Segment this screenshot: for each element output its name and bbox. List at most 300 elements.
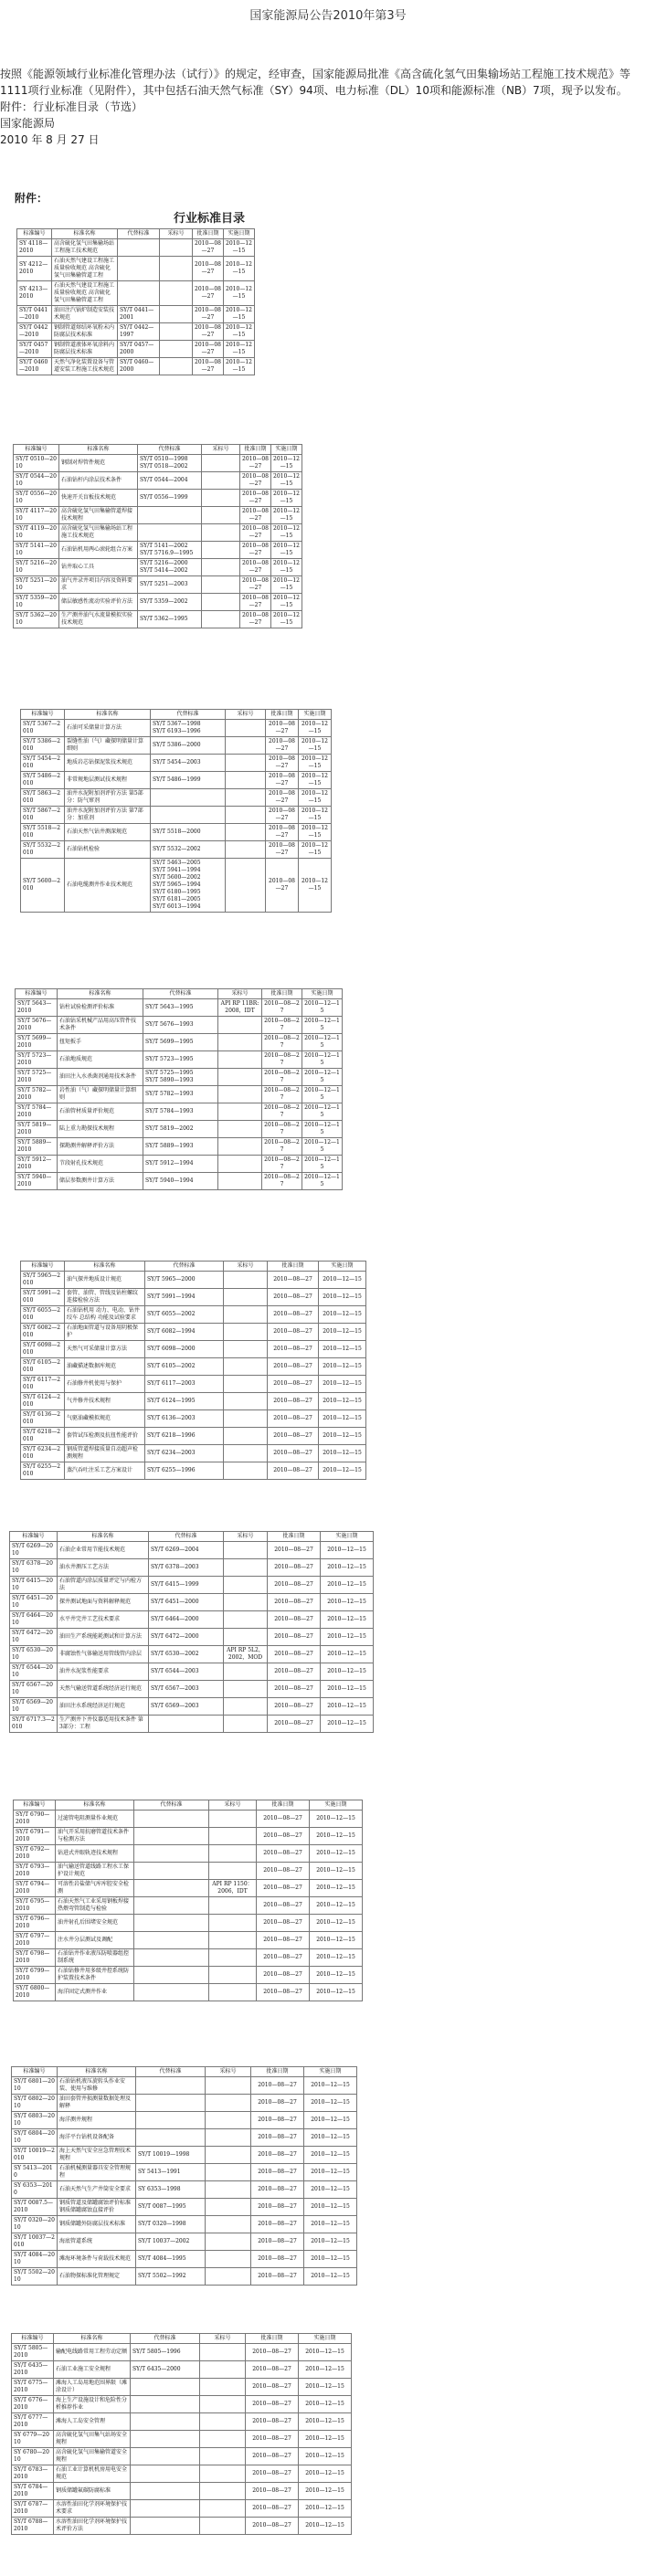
standard-code: SY/T 6793—2010 <box>14 1863 56 1880</box>
replaced-standard: SY/T 5723—1995 <box>143 1051 218 1069</box>
standard-code: SY/T 6098—2010 <box>21 1341 65 1358</box>
replaced-standard: SY/T 6055—2002 <box>145 1306 224 1324</box>
adopted-standard <box>224 1663 268 1681</box>
approval-date: 2010—08—27 <box>257 1880 310 1897</box>
replaced-standard <box>136 2129 206 2147</box>
standard-code: SY/T 5454—2010 <box>21 755 65 772</box>
table-row <box>10 1716 374 1733</box>
table-row <box>14 1863 363 1880</box>
column-header: 标准编号 <box>21 1262 65 1272</box>
standard-code: SY/T 5643—2010 <box>16 999 58 1017</box>
column-header: 采标号 <box>160 229 193 239</box>
standard-code: SY/T 6124—2010 <box>21 1393 65 1410</box>
standard-code: SY/T 5486—2010 <box>21 772 65 789</box>
effective-date: 2010—12—15 <box>304 2233 357 2251</box>
table-header-row <box>17 229 255 239</box>
replaced-standard: SY/T 5532—2002 <box>151 841 226 859</box>
standard-name: 油气探井地质设计规范 <box>65 1272 145 1289</box>
adopted-standard <box>224 1324 268 1341</box>
effective-date: 2010—12—15 <box>302 1173 343 1190</box>
approval-date: 2010—08—27 <box>251 2164 304 2181</box>
standard-code: SY/T 5819—2010 <box>16 1121 58 1138</box>
standards-table <box>11 2333 352 2535</box>
table-row <box>17 306 255 323</box>
approval-date: 2010—08—27 <box>268 1272 319 1289</box>
table-row <box>17 257 255 281</box>
approval-date: 2010—08—27 <box>246 2344 299 2361</box>
approval-date: 2010—08—27 <box>266 737 299 755</box>
standard-name: 石油钻机用两心滚轮组合方案 <box>59 542 138 559</box>
standard-code: SY/T 5991—2010 <box>21 1289 65 1306</box>
standard-name: 油田注汽锅炉制造安装技术规范 <box>52 306 118 323</box>
effective-date: 2010—12—15 <box>224 281 255 306</box>
adopted-standard <box>209 1915 257 1932</box>
standard-name: 套管试压检测及抗扭性能评价 <box>65 1428 145 1445</box>
standard-code: SY/T 6794—2010 <box>14 1880 56 1897</box>
column-header: 批准日期 <box>193 229 224 239</box>
table-row <box>12 2112 357 2129</box>
replaced-standard: SY/T 6124—1995 <box>145 1393 224 1410</box>
effective-date: 2010—12—15 <box>321 1611 374 1629</box>
adopted-standard <box>206 2199 251 2216</box>
table-row <box>14 524 302 542</box>
standard-name: 石油机械测量器具安全管理规程 <box>58 2164 136 2181</box>
replaced-standard: SY/T 0457—2000 <box>118 341 160 358</box>
standard-code: SY/T 5216—2010 <box>14 559 59 576</box>
replaced-standard <box>131 2379 200 2396</box>
standard-code: SY/T 6783—2010 <box>12 2465 54 2483</box>
column-header: 批准日期 <box>268 1532 321 1542</box>
standard-name: 地质岩芯钻探泥浆技术规范 <box>65 755 151 772</box>
table-row <box>21 1306 366 1324</box>
effective-date: 2010—12—15 <box>271 524 302 542</box>
column-header: 代替标准 <box>131 2334 200 2344</box>
effective-date: 2010—12—15 <box>321 1716 374 1733</box>
standard-code: SY/T 6795—2010 <box>14 1897 56 1915</box>
standard-code: SY/T 6234—2010 <box>21 1445 65 1462</box>
approval-date: 2010—08—27 <box>257 1949 310 1967</box>
table-row <box>12 2129 357 2147</box>
table-row <box>21 1462 366 1480</box>
approval-date: 2010—08—27 <box>266 824 299 841</box>
standard-code: SY/T 5502—2010 <box>12 2268 58 2286</box>
replaced-standard: SY/T 5141—2002 SY/T 5716.9—1995 <box>138 542 202 559</box>
effective-date: 2010—12—15 <box>304 2268 357 2286</box>
adopted-standard <box>224 1358 268 1376</box>
adopted-standard <box>224 1289 268 1306</box>
standard-name: 石油钻机用 动力、电动、钻井绞车 总结构 功能及试验要求 <box>65 1306 145 1324</box>
table-row <box>12 2379 352 2396</box>
effective-date: 2010—12—15 <box>319 1289 366 1306</box>
standard-name: 高含硫化氢气田集输场站工程施工技术规范 <box>59 524 138 542</box>
standard-code: SY/T 6800—2010 <box>14 1984 56 2001</box>
effective-date: 2010—12—15 <box>271 490 302 507</box>
standard-name: 节段射孔技术规范 <box>58 1156 143 1173</box>
table-row <box>12 2361 352 2379</box>
adopted-standard <box>218 1017 262 1034</box>
approval-date: 2010—08—27 <box>240 594 271 611</box>
column-header: 实施日期 <box>271 445 302 455</box>
standard-code: SY/T 6569—2010 <box>10 1698 58 1716</box>
effective-date: 2010—12—15 <box>310 1897 363 1915</box>
standard-name: 石油地面管道与设备用阴极保护 <box>65 1324 145 1341</box>
standard-name: 石油工业计算机机房用电安全规范 <box>54 2465 131 2483</box>
table-header-row <box>10 1532 374 1542</box>
table-row <box>16 1138 343 1156</box>
standard-name: 海上生产设施设计和危险性分析推荐作业 <box>54 2396 131 2413</box>
effective-date: 2010—12—15 <box>319 1306 366 1324</box>
approval-date: 2010—08—27 <box>268 1341 319 1358</box>
replaced-standard: SY/T 5782—1993 <box>143 1086 218 1103</box>
standard-code: SY/T 6717.3—2010 <box>10 1716 58 1733</box>
replaced-standard: SY/T 5502—1992 <box>136 2268 206 2286</box>
standard-code: SY/T 6435—2010 <box>12 2361 54 2379</box>
standard-code: SY/T 6803—2010 <box>12 2112 58 2129</box>
approval-date: 2010—08—27 <box>257 1967 310 1984</box>
adopted-standard <box>224 1445 268 1462</box>
approval-date: 2010—08—27 <box>257 1863 310 1880</box>
replaced-standard <box>138 524 202 542</box>
table-row <box>12 2268 357 2286</box>
standard-code: SY/T 5141—2010 <box>14 542 59 559</box>
column-header: 代替标准 <box>143 989 218 999</box>
standard-code: SY/T 6082—2010 <box>21 1324 65 1341</box>
column-header: 标准名称 <box>52 229 118 239</box>
replaced-standard: SY/T 6098—2000 <box>145 1341 224 1358</box>
approval-date: 2010—08—27 <box>240 524 271 542</box>
replaced-standard: SY/T 6415—1999 <box>149 1577 224 1594</box>
adopted-standard <box>209 1932 257 1949</box>
approval-date: 2010—08—27 <box>266 841 299 859</box>
effective-date: 2010—12—15 <box>310 1967 363 1984</box>
effective-date: 2010—12—15 <box>304 2095 357 2112</box>
standard-name: 石油天然气工业采用钢板焊接 热煨弯管制造与检验 <box>56 1897 134 1915</box>
effective-date: 2010—12—15 <box>299 2465 352 2483</box>
replaced-standard: SY/T 5889—1993 <box>143 1138 218 1156</box>
standard-code: SY/T 4084—2010 <box>12 2251 58 2268</box>
replaced-standard: SY/T 6082—1994 <box>145 1324 224 1341</box>
standard-name: 石油天然气建设工程施工质量验收规范 高含硫化氢气田集输管道工程 <box>52 257 118 281</box>
column-header: 代替标准 <box>118 229 160 239</box>
adopted-standard <box>224 1542 268 1559</box>
effective-date: 2010—12—15 <box>299 2361 352 2379</box>
approval-date: 2010—08—27 <box>262 1173 302 1190</box>
standard-name: 快速开关盲板技术规范 <box>59 490 138 507</box>
standard-name: 油田套管井损测量数据处理及解释 <box>58 2095 136 2112</box>
adopted-standard <box>224 1376 268 1393</box>
table-row <box>12 2164 357 2181</box>
standard-name: 油气井录井项目内容及资料要求 <box>59 576 138 594</box>
standard-code: SY/T 0087.5—2010 <box>12 2199 58 2216</box>
effective-date: 2010—12—15 <box>299 789 332 807</box>
column-header: 标准编号 <box>12 2334 54 2344</box>
replaced-standard: SY/T 5454—2003 <box>151 755 226 772</box>
replaced-standard <box>134 1863 209 1880</box>
approval-date: 2010—08—27 <box>251 2147 304 2164</box>
effective-date: 2010—12—15 <box>310 1915 363 1932</box>
standards-table <box>9 1531 374 1733</box>
table-row <box>17 341 255 358</box>
standard-code: SY/T 6530—2010 <box>10 1646 58 1663</box>
replaced-standard <box>131 2413 200 2431</box>
approval-date: 2010—08—27 <box>268 1462 319 1480</box>
replaced-standard: SY 5413—1991 <box>136 2164 206 2181</box>
approval-date: 2010—08—27 <box>262 1017 302 1034</box>
approval-date: 2010—08—27 <box>246 2518 299 2535</box>
standard-code: SY/T 6790—2010 <box>14 1811 56 1828</box>
standard-name: 石油物探标准化管理规定 <box>58 2268 136 2286</box>
standard-code: SY/T 5867—2010 <box>21 807 65 824</box>
column-header: 实施日期 <box>302 989 343 999</box>
replaced-standard: SY/T 5725—1995 SY/T 5890—1993 <box>143 1069 218 1086</box>
approval-date: 2010—08—27 <box>240 576 271 594</box>
adopted-standard <box>160 257 193 281</box>
standard-name: 水溶性油田化学剂环境保护技术要求 <box>54 2500 131 2518</box>
standard-name: 可溶性岩盐储气库库腔安全检测 <box>56 1880 134 1897</box>
adopted-standard <box>209 1845 257 1863</box>
effective-date: 2010—12—15 <box>302 1017 343 1034</box>
replaced-standard <box>134 1915 209 1932</box>
intro-paragraph: 按照《能源领域行业标准化管理办法（试行）》的规定，经审查，国家能源局批准《高含硫化氢气田集输场站工程施工技术规范》等1111项行业标准（见附件），其中包括石油天然气标准（SY）94项、电力标准（DL）10项和能源标准（NB）7项，现予以发布。 <box>0 68 631 97</box>
table-row <box>16 1086 343 1103</box>
standard-code: SY/T 0442—2010 <box>17 323 52 341</box>
replaced-standard: SY/T 5699—1995 <box>143 1034 218 1051</box>
replaced-standard <box>136 2095 206 2112</box>
issue-date: 2010 年 8 月 27 日 <box>0 133 100 146</box>
table-row <box>14 576 302 594</box>
standard-name: 油井水泥浆性能要求 <box>58 1663 149 1681</box>
standard-code: SY/T 5359—2010 <box>14 594 59 611</box>
adopted-standard <box>224 1462 268 1480</box>
replaced-standard <box>134 1967 209 1984</box>
replaced-standard <box>134 1932 209 1949</box>
standard-name: 油田注水系统经济运行规范 <box>58 1698 149 1716</box>
effective-date: 2010—12—15 <box>302 1034 343 1051</box>
column-header: 实施日期 <box>304 2067 357 2077</box>
approval-date: 2010—08—27 <box>262 1034 302 1051</box>
replaced-standard: SY/T 5819—2002 <box>143 1121 218 1138</box>
standard-name: 钻井取心工具 <box>59 559 138 576</box>
adopted-standard <box>202 507 240 524</box>
column-header: 标准编号 <box>14 445 59 455</box>
effective-date: 2010—12—15 <box>310 1863 363 1880</box>
adopted-standard <box>209 1984 257 2001</box>
table-row <box>21 1410 366 1428</box>
approval-date: 2010—08—27 <box>257 1828 310 1845</box>
standard-name: 水溶性油田化学剂环境保护技术评价方法 <box>54 2518 131 2535</box>
replaced-standard: SY/T 6136—2003 <box>145 1410 224 1428</box>
column-header: 采标号 <box>226 710 266 720</box>
table-row <box>21 772 332 789</box>
approval-date: 2010—08—27 <box>268 1611 321 1629</box>
column-header: 标准名称 <box>65 1262 145 1272</box>
standard-code: SY/T 5676—2010 <box>16 1017 58 1034</box>
approval-date: 2010—08—27 <box>262 1069 302 1086</box>
table-row <box>21 859 332 913</box>
adopted-standard <box>224 1611 268 1629</box>
table-header-row <box>12 2334 352 2344</box>
effective-date: 2010—12—15 <box>224 257 255 281</box>
standards-table <box>13 1800 363 2001</box>
effective-date: 2010—12—15 <box>299 2396 352 2413</box>
approval-date: 2010—08—27 <box>268 1358 319 1376</box>
effective-date: 2010—12—15 <box>321 1681 374 1698</box>
replaced-standard: SY/T 6269—2004 <box>149 1542 224 1559</box>
approval-date: 2010—08—27 <box>262 1103 302 1121</box>
table-row <box>10 1611 374 1629</box>
effective-date: 2010—12—15 <box>302 1156 343 1173</box>
approval-date: 2010—08—27 <box>246 2483 299 2500</box>
approval-date: 2010—08—27 <box>251 2268 304 2286</box>
adopted-standard <box>202 576 240 594</box>
standard-name: 钻柱试验检测评价标准 <box>58 999 143 1017</box>
standard-name: 生产测井下井仪器适用技术条件 第3部分：工程 <box>58 1716 149 1733</box>
approval-date: 2010—08—27 <box>257 1932 310 1949</box>
standard-code: SY/T 6464—2010 <box>10 1611 58 1629</box>
approval-date: 2010—08—27 <box>246 2500 299 2518</box>
approval-date: 2010—08—27 <box>266 755 299 772</box>
adopted-standard <box>160 323 193 341</box>
effective-date: 2010—12—15 <box>304 2077 357 2095</box>
adopted-standard <box>160 306 193 323</box>
table-row <box>14 472 302 490</box>
effective-date: 2010—12—15 <box>319 1410 366 1428</box>
adopted-standard <box>218 1086 262 1103</box>
approval-date: 2010—08—27 <box>246 2431 299 2448</box>
standard-code: SY/T 5723—2010 <box>16 1051 58 1069</box>
effective-date: 2010—12—15 <box>271 576 302 594</box>
adopted-standard <box>224 1428 268 1445</box>
column-header: 标准编号 <box>12 2067 58 2077</box>
standard-code: SY/T 0510—2010 <box>14 455 59 472</box>
column-header: 标准名称 <box>54 2334 131 2344</box>
column-header: 采标号 <box>200 2334 246 2344</box>
approval-date: 2010—08—27 <box>251 2095 304 2112</box>
table-row <box>14 559 302 576</box>
standard-code: SY/T 5889—2010 <box>16 1138 58 1156</box>
column-header: 采标号 <box>206 2067 251 2077</box>
table-row <box>21 841 332 859</box>
column-header: 代替标准 <box>145 1262 224 1272</box>
table-row <box>10 1646 374 1663</box>
approval-date: 2010—08—27 <box>262 1156 302 1173</box>
effective-date: 2010—12—15 <box>271 507 302 524</box>
adopted-standard <box>218 1034 262 1051</box>
approval-date: 2010—08—27 <box>268 1594 321 1611</box>
table-row <box>10 1594 374 1611</box>
adopted-standard <box>206 2112 251 2129</box>
standard-name: 高含硫化氢气田集输管道焊接技术规程 <box>59 507 138 524</box>
standard-code: SY 6779—2010 <box>12 2431 54 2448</box>
replaced-standard: SY/T 5805—1996 <box>131 2344 200 2361</box>
replaced-standard <box>131 2448 200 2465</box>
approval-date: 2010—08—27 <box>240 559 271 576</box>
standard-name: 钢制对焊管件规范 <box>59 455 138 472</box>
effective-date: 2010—12—15 <box>319 1358 366 1376</box>
effective-date: 2010—12—15 <box>271 455 302 472</box>
standard-name: 注水井分层测试及调配 <box>56 1932 134 1949</box>
approval-date: 2010—08—27 <box>268 1376 319 1393</box>
standard-name: 气驱油藏模拟规范 <box>65 1410 145 1428</box>
standard-name: 钢质管道焊接质量自动超声检测规程 <box>65 1445 145 1462</box>
replaced-standard <box>134 1811 209 1828</box>
effective-date: 2010—12—15 <box>299 2483 352 2500</box>
table-row <box>14 1828 363 1845</box>
approval-date: 2010—08—27 <box>193 323 224 341</box>
column-header: 采标号 <box>209 1800 257 1811</box>
table-row <box>17 323 255 341</box>
standard-code: SY/T 6784—2010 <box>12 2483 54 2500</box>
approval-date: 2010—08—27 <box>262 1051 302 1069</box>
replaced-standard <box>131 2465 200 2483</box>
effective-date: 2010—12—15 <box>224 358 255 375</box>
standard-code: SY 6353—2010 <box>12 2181 58 2199</box>
table-row <box>14 1880 363 1897</box>
adopted-standard <box>218 1103 262 1121</box>
table-row <box>21 1393 366 1410</box>
adopted-standard <box>209 1897 257 1915</box>
effective-date: 2010—12—15 <box>310 1845 363 1863</box>
effective-date: 2010—12—15 <box>319 1272 366 1289</box>
standard-code: SY/T 6775—2010 <box>12 2379 54 2396</box>
table-row <box>10 1698 374 1716</box>
adopted-standard <box>160 239 193 257</box>
effective-date: 2010—12—15 <box>271 559 302 576</box>
table-row <box>10 1629 374 1646</box>
standard-name: 蒸汽吞吐注采工艺方案设计 <box>65 1462 145 1480</box>
standard-code: SY 6780—2010 <box>12 2448 54 2465</box>
approval-date: 2010—08—27 <box>266 720 299 737</box>
table-row <box>16 1156 343 1173</box>
adopted-standard <box>160 341 193 358</box>
replaced-standard: SY/T 5463—2005 SY/T 5941—1994 SY/T 5600—2002 SY/T 5965—1994 SY/T 6180—1995 SY/T 6181—2005 SY/T 6013—1994 <box>151 859 226 913</box>
table-row <box>17 281 255 306</box>
column-header: 批准日期 <box>240 445 271 455</box>
approval-date: 2010—08—27 <box>262 999 302 1017</box>
replaced-standard: SY/T 6234—2003 <box>145 1445 224 1462</box>
standard-code: SY/T 6796—2010 <box>14 1915 56 1932</box>
approval-date: 2010—08—27 <box>240 507 271 524</box>
effective-date: 2010—12—15 <box>302 1138 343 1156</box>
standards-table <box>20 1261 366 1480</box>
effective-date: 2010—12—15 <box>310 1811 363 1828</box>
approval-date: 2010—08—27 <box>268 1306 319 1324</box>
effective-date: 2010—12—15 <box>302 1051 343 1069</box>
effective-date: 2010—12—15 <box>299 2413 352 2431</box>
standard-name: 高含硫化氢气田集输场站工程施工技术规范 <box>52 239 118 257</box>
table-row <box>12 2448 352 2465</box>
standard-code: SY/T 5518—2010 <box>21 824 65 841</box>
adopted-standard <box>200 2344 246 2361</box>
approval-date: 2010—08—27 <box>251 2233 304 2251</box>
effective-date: 2010—12—15 <box>271 611 302 628</box>
replaced-standard <box>136 2112 206 2129</box>
adopted-standard <box>200 2500 246 2518</box>
standard-code: SY/T 5367—2010 <box>21 720 65 737</box>
standard-name: 钢制管道液体环氧涂料内防腐层技术标准 <box>52 341 118 358</box>
standard-name: 储层敏感性流动实验评价方法 <box>59 594 138 611</box>
standard-name: 油井水泥附加剂评价方法 第5部分：防气窜剂 <box>65 789 151 807</box>
column-header: 标准名称 <box>58 989 143 999</box>
approval-date: 2010—08—27 <box>246 2465 299 2483</box>
standard-code: SY/T 6787—2010 <box>12 2500 54 2518</box>
column-header: 标准编号 <box>16 989 58 999</box>
standard-name: 天然气净化装置设备与管道安装工程施工技术规范 <box>52 358 118 375</box>
adopted-standard <box>209 1811 257 1828</box>
standards-table <box>11 2066 357 2286</box>
approval-date: 2010—08—27 <box>268 1542 321 1559</box>
replaced-standard: SY/T 6544—2003 <box>149 1663 224 1681</box>
